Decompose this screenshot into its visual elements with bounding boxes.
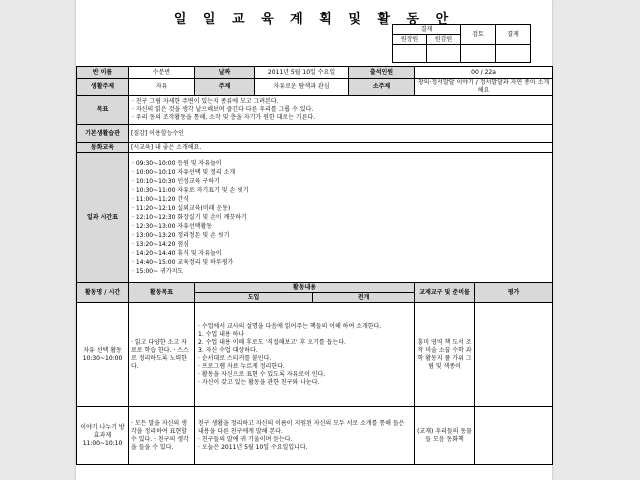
row2-eval — [475, 407, 553, 465]
document-page — [76, 0, 552, 480]
activity-row — [77, 303, 553, 407]
nuri-label: 기본생활습관 — [77, 125, 129, 143]
goal-line: · 친구 그림 자세한 주변이 있는지 종류에 모고 그려본다. — [132, 98, 279, 105]
schedule-item: · 09:30~10:00 등원 및 자유놀이 — [132, 159, 222, 167]
schedule-item: · 10:00~10:10 자유선택 및 정리 소개 — [132, 168, 236, 176]
approval-sign4 — [496, 45, 531, 63]
row1-content-line: · 활동을 자신으로 표현 수 있도록 자유로이 인다. — [198, 370, 326, 378]
act-material-head: 교재교구 및 준비물 — [415, 283, 475, 303]
act-eval-head: 평가 — [475, 283, 553, 303]
row1-content-line: · 순서대로 스티커를 붙인다. — [198, 354, 272, 362]
schedule-label: 일과 시간표 — [77, 153, 129, 283]
act-dev-head: 전개 — [313, 293, 415, 303]
schedule-item: · 12:30~13:00 자유선택활동 — [132, 222, 213, 230]
theme-value: 자유 — [129, 79, 195, 96]
topic-value: 창의·정서발달 이야기 / 정서발달과 자연 종이 소개해요 — [415, 79, 553, 96]
schedule-item: · 11:20~12:10 실외교육(미래 운동) — [132, 204, 231, 212]
schedule-item: · 11:00~11:20 간식 — [132, 195, 189, 203]
activity-row — [77, 407, 553, 465]
schedule-item: · 10:30~11:00 자유로 자기표기 및 손 씻기 — [132, 186, 249, 194]
play-value: [시교육] 내 좋은 소개해요. — [129, 143, 553, 153]
schedule-item: · 12:10~12:30 화장실기 및 손이 깨끗하기 — [132, 213, 247, 221]
schedule-item: · 13:20~14:20 점심 — [132, 240, 189, 248]
row1-material: 흥미 영역 책 도서 조작 미술 소꿉 수학 과학 활동지 풀 가위 그림 및 색종이 — [415, 303, 475, 407]
subtheme-value: 자유로운 탐색과 관심 — [255, 79, 349, 96]
goal-label: 목표 — [77, 96, 129, 125]
row2-goal: · 모든 말을 자신의 생각을 정리하여 표현할 수 있다. · 친구의 생각을 들을 수 있다. — [129, 407, 195, 465]
approval-c2: 원감원 — [427, 35, 461, 45]
approval-sign2 — [427, 45, 461, 63]
row1-time: 자유 선택 활동 10:30~10:00 — [77, 303, 129, 407]
approval-c1: 원장원 — [393, 35, 427, 45]
attend-value: 00 / 22a — [415, 67, 553, 79]
schedule-item: · 15:00~ 귀가지도 — [132, 267, 184, 275]
row1-eval — [475, 303, 553, 407]
goal-line: · 우리 동의 조작활동을 통해, 소작 및 층을 자기가 원한 대로는 기른다. — [132, 114, 316, 121]
date-value: 2011년 5월 10일 수요일 — [255, 67, 349, 79]
schedule-item: · 13:00~13:20 정리정돈 및 손 씻기 — [132, 231, 230, 239]
attend-label: 출석인원 — [349, 67, 415, 79]
row2-content — [195, 407, 415, 465]
approval-head: 결재 — [393, 25, 461, 35]
row2-content-line: · 오늘은 2011년 5월 10일 수요일입니다. — [198, 443, 308, 451]
approval-sign1 — [393, 45, 427, 63]
class-value: 수분반 — [129, 67, 195, 79]
schedule-item: · 14:20~14:40 휴식 및 자유놀이 — [132, 249, 222, 257]
act-time-head: 활동명 / 시간 — [77, 283, 129, 303]
row1-content-line: 3. 자신 수업 대상하다. — [198, 346, 258, 354]
class-label: 반 이름 — [77, 67, 129, 79]
act-intro-head: 도입 — [195, 293, 313, 303]
row1-content-line: 2. 수업 내용 이해 후로도 '직접해보고' 후 오기를 돕는다. — [198, 338, 346, 346]
approval-review: 검토 — [461, 25, 496, 45]
subtheme-label: 주제 — [195, 79, 255, 96]
schedule-list — [129, 153, 553, 283]
row2-content-line: 친구 생활을 정리하고 자신의 이름이 지원된 자신의 모두 서로 소개를 통해 들은 내용을 다른 친구에게 말해 본다. — [198, 419, 405, 435]
row1-content-line: · 수업에서 교사의 설명을 다음에 읽어주는 책들의 이해 하여 소개한다. — [198, 322, 382, 330]
row1-content-line: · 프로그램 자료 누르게 정리한다. — [198, 362, 285, 370]
goal-line: · 자신의 읽은 것을 생각 낱으해보며 즐긴다 다른 우리를 그룹 수 있다. — [132, 106, 314, 113]
row2-content-line: · 친구들의 말에 귀 기울이며 듣는다. — [198, 435, 293, 443]
row2-material: (교재) 우리들의 동물들 모음 동화책 — [415, 407, 475, 465]
row1-content-line: 1. 수업 내용 하나 — [198, 330, 245, 338]
goal-list — [129, 96, 553, 125]
schedule-item: · 10:10~10:30 인성교육 구하기 — [132, 177, 220, 185]
play-label: 동화교육 — [77, 143, 129, 153]
approval-table — [392, 24, 531, 63]
schedule-item: · 14:40~15:00 교육정리 및 하루평가 — [132, 258, 234, 266]
approval-final: 결재 — [496, 25, 531, 45]
act-goal-head: 활동목표 — [129, 283, 195, 303]
date-label: 날짜 — [195, 67, 255, 79]
theme-label: 생활주제 — [77, 79, 129, 96]
nuri-value: [질감] 이용할능수인 — [129, 125, 553, 143]
plan-table — [76, 66, 553, 465]
approval-sign3 — [461, 45, 496, 63]
row1-content — [195, 303, 415, 407]
topic-label: 소주제 — [349, 79, 415, 96]
row2-time: 이야기 나누기 방효과제 11:00~10:10 — [77, 407, 129, 465]
row1-content-line: · 자신이 갖고 있는 활동을 관한 친구와 나눈다. — [198, 378, 320, 386]
page-title: 일 일 교 육 계 획 및 활 동 안 — [173, 12, 455, 27]
row1-goal: · 읽고 다양한 소고 자료로 학습 한다. · 스스로 정리하도록 노력한다. — [129, 303, 195, 407]
act-content-head: 활동내용 — [195, 283, 415, 293]
